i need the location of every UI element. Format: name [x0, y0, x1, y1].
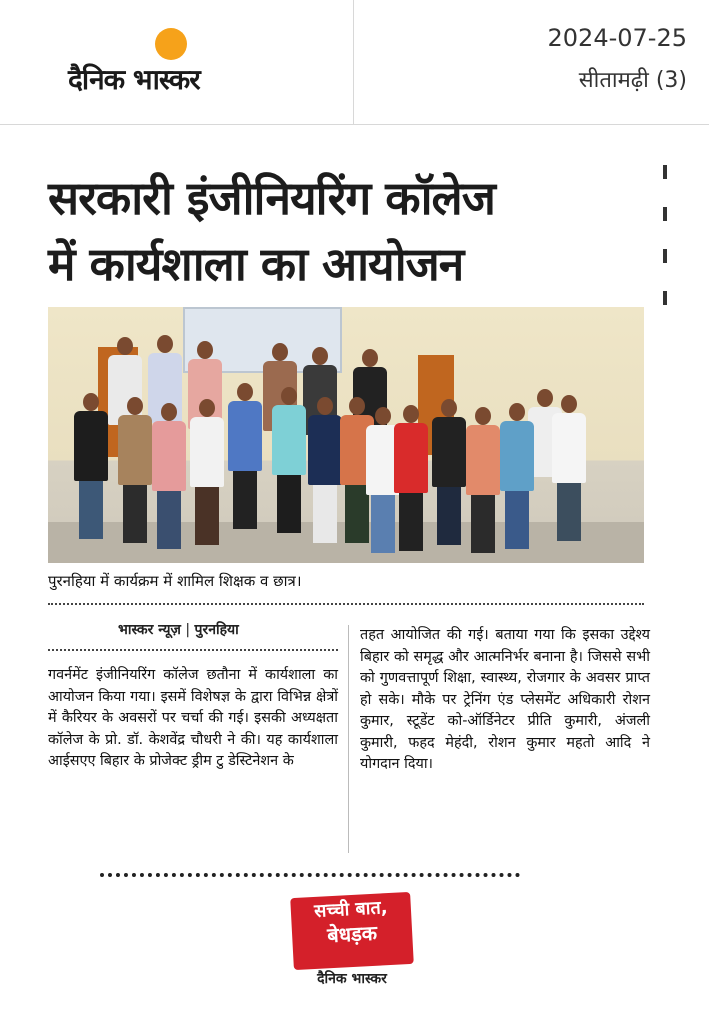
edition-date: 2024-07-25 [547, 24, 687, 52]
edition-name: सीतामढ़ी (3) [578, 68, 687, 93]
page-header [0, 0, 709, 125]
person-figure [272, 387, 306, 533]
adjacent-column-edge [660, 165, 670, 985]
headline [48, 165, 648, 297]
person-figure [74, 393, 108, 539]
dotted-rule [48, 603, 644, 605]
person-figure [552, 395, 586, 541]
headline-line-1: सरकारी इंजीनियरिंग कॉलेज [48, 171, 495, 225]
promo-badge [292, 895, 412, 987]
group-photo [48, 307, 644, 563]
badge-line-2: बेधड़क [326, 920, 378, 948]
sun-logo-icon [155, 28, 187, 60]
person-figure [394, 405, 428, 551]
byline: भास्कर न्यूज़ | पुरनहिया [118, 622, 239, 638]
news-clipping [0, 125, 709, 1024]
newspaper-logo: दैनिक भास्कर [68, 63, 200, 96]
photo-caption: पुरनहिया में कार्यक्रम में शामिल शिक्षक व छात्र। [48, 572, 302, 590]
column-divider [348, 625, 349, 853]
person-figure [432, 399, 466, 545]
dotted-rule [48, 649, 338, 651]
person-figure [118, 397, 152, 543]
article-column-2: तहत आयोजित की गई। बताया गया कि इसका उद्देश्य बिहार को समृद्ध और आत्मनिर्भर बनाना है। जिससे सभी को गुणवत्तापूर्ण शिक्षा, स्वास्थ्य, रोजगार के अवसर प्राप्त हो सके। मौके पर ट्रेनिंग एंड प्लेसमेंट अधिकारी रोशन कुमार, स्टूडेंट को-ऑर्डिनेटर प्रीति कुमारी, अंजली कुमारी, फहद मेहंदी, रोशन कुमार महतो आदि ने योगदान दिया। [360, 627, 650, 772]
person-figure [228, 383, 262, 529]
byline-place: पुरनहिया [194, 622, 239, 638]
byline-source: भास्कर न्यूज़ [118, 622, 181, 638]
headline-line-2: में कार्यशाला का आयोजन [48, 237, 464, 291]
badge-brand: दैनिक भास्कर [317, 971, 387, 987]
article-column-1: गवर्नमेंट इंजीनियरिंग कॉलेज छतौना में कार्यशाला का आयोजन किया गया। इसमें विशेषज्ञ के द्वारा विभिन्न क्षेत्रों में कैरियर के अवसरों पर चर्चा की गई। इसकी अध्यक्षता कॉलेज के प्रो. डॉ. केशवेंद्र चौधरी ने की। यह कार्यशाला आईसएए बिहार के प्रोजेक्ट ड्रीम टु डेस्टिनेशन के [48, 667, 338, 769]
badge-line-1: सच्ची बात, [313, 897, 389, 922]
header-divider [353, 0, 354, 124]
next-headline-fragment [100, 873, 520, 887]
badge-red-box [290, 892, 414, 970]
person-figure [152, 403, 186, 549]
person-figure [466, 407, 500, 553]
person-figure [190, 399, 224, 545]
person-figure [500, 403, 534, 549]
person-figure [308, 397, 342, 543]
